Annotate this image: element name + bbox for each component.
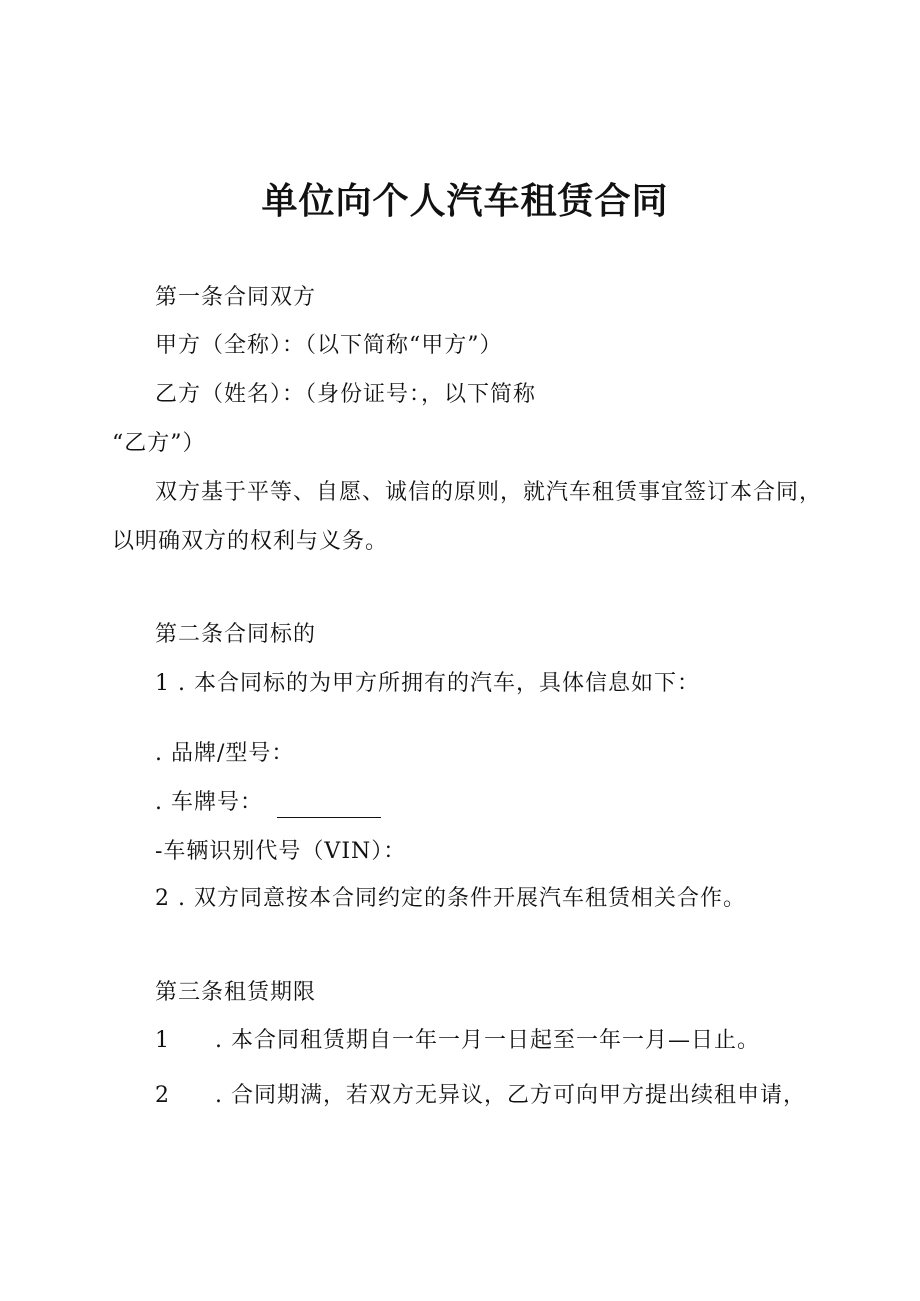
document-title: 单位向个人汽车租赁合同 [261,181,669,222]
preamble-line-1: 双方基于平等、自愿、诚信的原则，就汽车租赁事宜签订本合同， [155,480,823,505]
vehicle-plate-label: . 车牌号： [155,790,263,815]
party-b-line-2: “乙方”） [112,431,206,456]
item-text: . 合同期满，若双方无异议，乙方可向甲方提出续租申请， [215,1083,806,1108]
item-number: 1 [155,1028,170,1053]
vehicle-brand-field: . 品牌/型号： [155,741,295,766]
section-2-item-2: 2 . 双方同意按本合同约定的条件开展汽车租赁相关合作。 [155,886,746,911]
party-a-line: 甲方（全称）：（以下简称“甲方”） [155,333,503,358]
vehicle-vin-field: -车辆识别代号（VIN）： [155,839,407,864]
preamble-line-2: 以明确双方的权利与义务。 [112,529,389,554]
section-3-heading: 第三条租赁期限 [155,980,317,1005]
section-3-item-1 [155,1026,760,1056]
section-3-item-2 [155,1081,806,1111]
item-number: 2 [155,1083,170,1108]
plate-blank-line [277,793,381,818]
section-1-heading: 第一条合同双方 [155,285,317,310]
section-2-item-1: 1 . 本合同标的为甲方所拥有的汽车，具体信息如下： [155,671,700,696]
item-text: . 本合同租赁期自一年一月一日起至一年一月—日止。 [215,1028,760,1053]
section-2-heading: 第二条合同标的 [155,622,317,647]
party-b-line-1: 乙方（姓名）：（身份证号：，以下简称 [155,382,537,407]
vehicle-plate-field [155,788,381,818]
